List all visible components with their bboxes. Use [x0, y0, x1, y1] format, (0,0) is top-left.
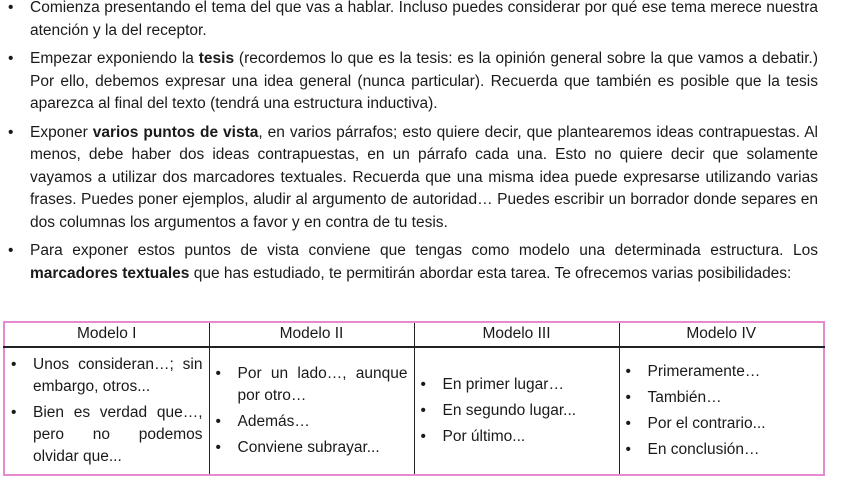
marker-text: Además… — [237, 412, 310, 430]
bullet-icon: • — [420, 427, 426, 445]
list-item — [421, 426, 613, 448]
bullet-icon: • — [8, 123, 14, 141]
bullet-icon: • — [215, 412, 221, 430]
list-item — [11, 402, 203, 468]
bullet-icon: • — [215, 364, 221, 382]
marker-text: En primer lugar… — [442, 375, 564, 393]
instruction-item — [0, 48, 818, 116]
marker-list — [11, 354, 203, 468]
bullet-icon: • — [625, 414, 631, 432]
instruction-item — [0, 240, 818, 285]
instruction-item — [0, 0, 818, 42]
list-item — [216, 363, 408, 407]
marker-text: Primeramente… — [647, 362, 761, 380]
table-cell-model-3 — [414, 347, 619, 475]
marker-text: En conclusión… — [647, 440, 760, 458]
keyword-tesis: tesis — [198, 50, 235, 67]
list-item — [216, 437, 408, 459]
table-cell-model-1 — [4, 347, 209, 475]
bullet-icon: • — [625, 388, 631, 406]
table-cell-model-4 — [619, 347, 824, 475]
table-header-model-3: Modelo III — [414, 322, 619, 347]
marker-text: Bien es verdad que…, pero no podemos olvidar que... — [33, 403, 203, 465]
instruction-text: Exponer — [30, 123, 93, 141]
instruction-text: Empezar exponiendo la — [30, 50, 199, 67]
bullet-icon: • — [11, 355, 17, 373]
bullet-icon: • — [11, 403, 17, 421]
marker-list — [421, 374, 613, 448]
marker-text: Por un lado…, aunque por otro… — [237, 364, 408, 404]
instruction-text: Comienza presentando el tema del que vas a hablar. Incluso puedes considerar por qué ese tema merece nuestra atención y la del receptor. — [30, 0, 818, 39]
table-header-model-1: Modelo I — [4, 322, 209, 347]
instruction-text: , en varios párrafos; esto quiere decir, que plantearemos ideas contrapuestas. Al menos, debe haber dos ideas contrapuestas, en un párrafo cada una. Esto no quiere decir que solamente vayamos a utilizar dos marcadores textuales. Recuerda que una misma idea puede expresarse utilizando varias frases. Puedes poner ejemplos, aludir al argumento de autoridad… Puedes escribir un borrador donde separes en dos columnas los argumentos a favor y en contra de tu tesis. — [30, 123, 818, 231]
keyword-puntos-de-vista: varios puntos de vista — [92, 123, 259, 141]
list-item — [216, 411, 408, 433]
instruction-item — [0, 122, 818, 235]
list-item — [626, 413, 818, 435]
marker-text: También… — [647, 388, 722, 406]
bullet-icon: • — [8, 50, 14, 67]
table-header-row — [4, 322, 824, 347]
list-item — [421, 400, 613, 422]
table-cell-model-2 — [209, 347, 414, 475]
table-row — [4, 347, 824, 475]
marker-text: Por último... — [442, 427, 526, 445]
bullet-icon: • — [8, 242, 14, 259]
instruction-text: (recordemos lo que es la tesis: es la opinión general sobre la que vamos a debatir.) Por ello, debemos expresar una idea general (nunca particular). Recuerda que también es posible que la tesis aparezca al final del texto (tendrá una estructura inductiva). — [30, 50, 818, 112]
keyword-marcadores: marcadores textuales — [30, 264, 190, 282]
marker-text: Unos consideran…; sin embargo, otros... — [33, 355, 203, 395]
bullet-icon: • — [420, 375, 426, 393]
instruction-text: Para exponer estos puntos de vista conviene que tengas como modelo una determinada estructura. Los — [30, 242, 818, 259]
marker-text: Conviene subrayar... — [237, 438, 380, 456]
bullet-icon: • — [8, 0, 14, 16]
bullet-icon: • — [625, 362, 631, 380]
list-item — [421, 374, 613, 396]
marker-text: Por el contrario... — [647, 414, 766, 432]
marker-text: En segundo lugar... — [442, 401, 577, 419]
list-item — [626, 439, 818, 461]
table-header-model-4: Modelo IV — [619, 322, 824, 347]
bullet-icon: • — [625, 440, 631, 458]
bullet-icon: • — [420, 401, 426, 419]
models-table — [3, 321, 825, 476]
list-item — [626, 361, 818, 383]
list-item — [11, 354, 203, 398]
table-header-model-2: Modelo II — [209, 322, 414, 347]
bullet-icon: • — [215, 438, 221, 456]
list-item — [626, 387, 818, 409]
marker-list — [216, 363, 408, 459]
marker-list — [626, 361, 818, 461]
instruction-text: que has estudiado, te permitirán abordar esta tarea. Te ofrecemos varias posibilidades: — [189, 264, 792, 282]
